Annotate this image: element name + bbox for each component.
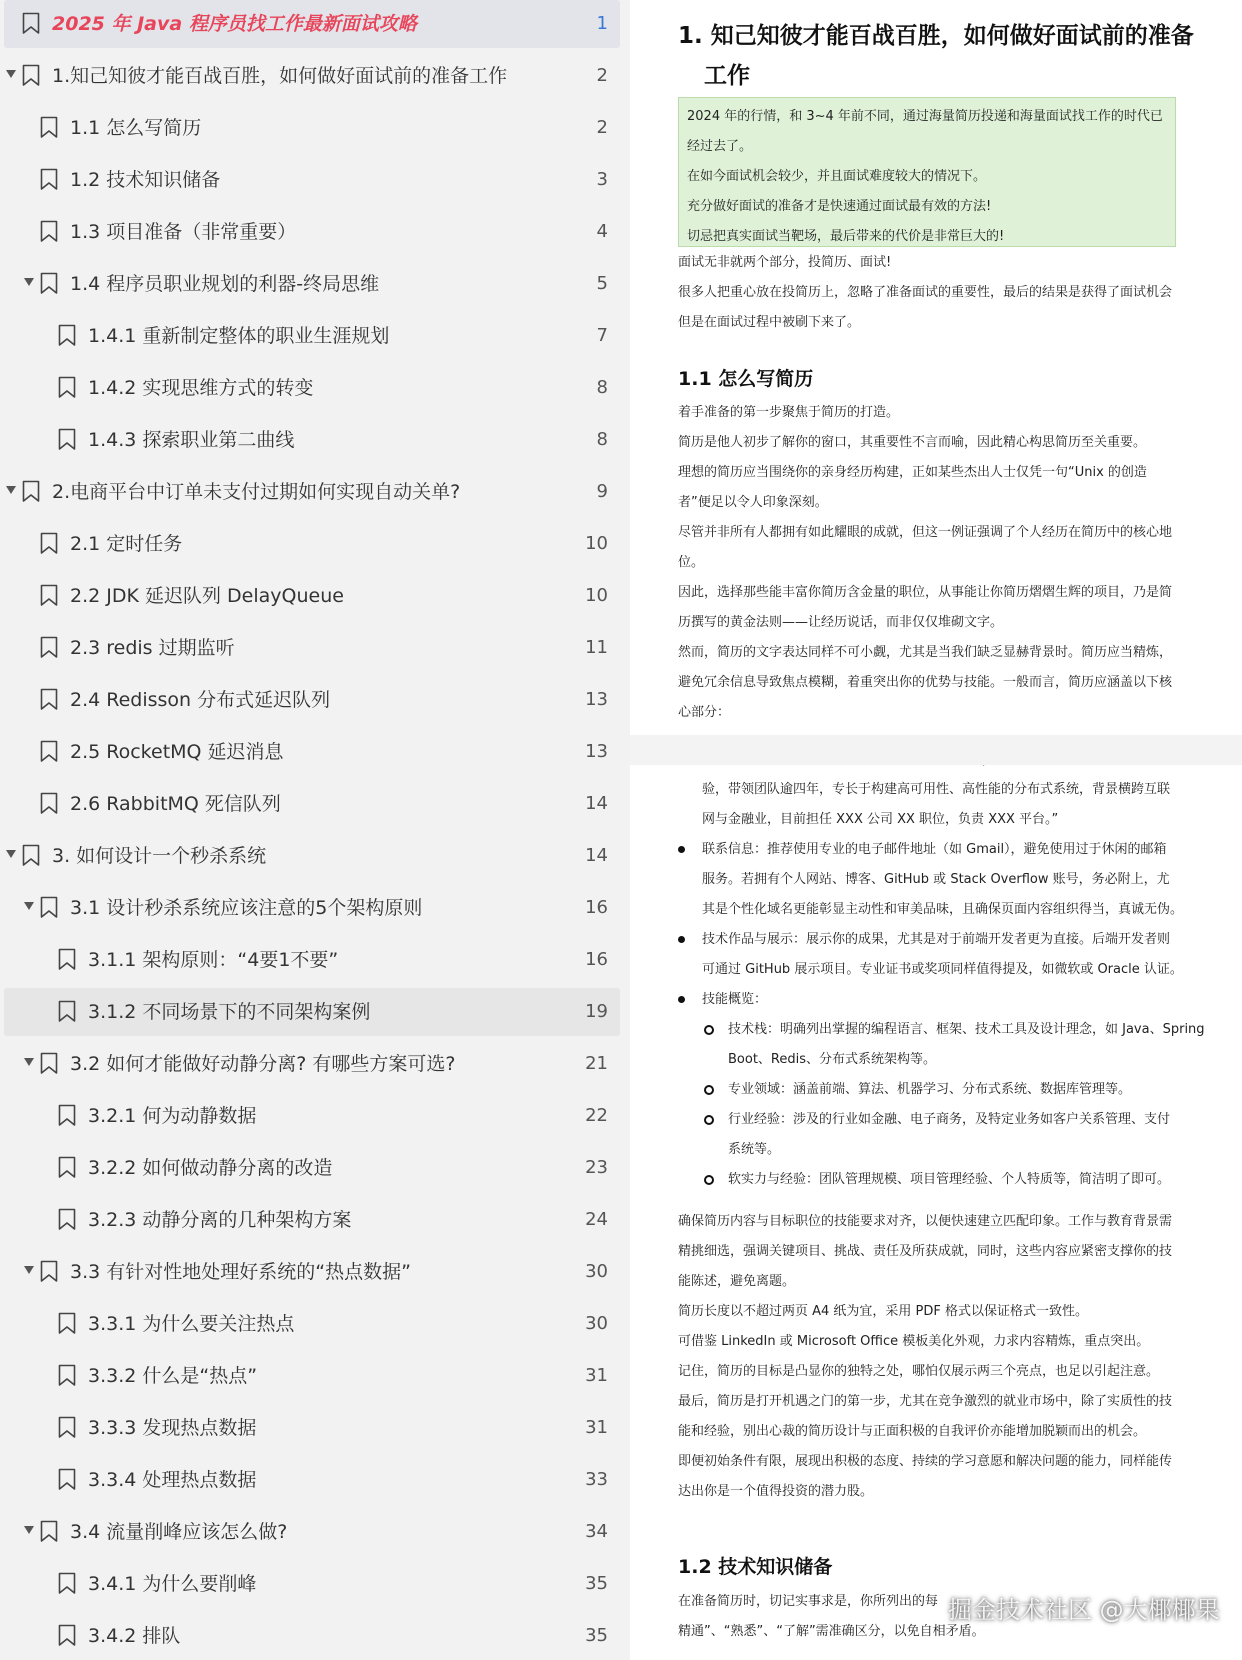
bookmark-item[interactable] [4,260,620,308]
bookmark-item[interactable] [4,416,620,464]
bookmark-page-number: 9 [596,481,608,502]
bookmark-page-number: 16 [585,949,608,970]
bookmark-icon [40,792,58,815]
sub-bullet-line: 专业领域：涵盖前端、算法、机器学习、分布式系统、数据库管理等。 [728,1082,1132,1097]
bookmark-icon [58,1416,76,1439]
bookmark-label: 2.1 定时任务 [70,533,183,555]
bookmark-label: 3. 如何设计一个秒杀系统 [52,845,267,867]
bookmark-page-number: 31 [585,1365,608,1386]
bookmark-item[interactable] [4,676,620,724]
bookmark-page-number: 35 [585,1625,608,1646]
bullet-line: 联系信息：推荐使用专业的电子邮件地址（如 Gmail），避免使用过于休闲的邮箱 [702,842,1167,857]
highlight-line: 2024 年的行情，和 3~4 年前不同，通过海量简历投递和海量面试找工作的时代已 [687,109,1163,124]
chapter-heading-line-2: 工作 [704,63,750,89]
bookmark-item[interactable] [4,780,620,828]
bookmark-item[interactable] [4,1508,620,1556]
highlight-box [678,97,1176,247]
highlight-line: 在如今面试机会较少，并且面试难度较大的情况下。 [687,169,987,184]
bookmark-page-number: 24 [585,1209,608,1230]
bookmark-label: 3.3 有针对性地处理好系统的“热点数据” [70,1261,411,1283]
bookmark-label: 1.4.2 实现思维方式的转变 [88,377,314,399]
resume-line: 位。 [678,555,705,570]
bookmark-page-number: 21 [585,1053,608,1074]
chevron-down-icon[interactable] [24,278,34,286]
bookmark-page-number: 3 [596,169,608,190]
resume-line: 者”便足以令人印象深刻。 [678,495,828,510]
bookmark-page-number: 13 [585,741,608,762]
bookmark-icon [40,1260,58,1283]
bookmark-label: 1.知己知彼才能百战百胜，如何做好面试前的准备工作 [52,65,508,87]
bookmark-label: 3.2 如何才能做好动静分离? 有哪些方案可选? [70,1053,456,1075]
bookmark-icon [58,1468,76,1491]
bookmark-label: 3.1.2 不同场景下的不同架构案例 [88,1001,371,1023]
bookmark-page-number: 13 [585,689,608,710]
bookmark-page-number: 30 [585,1313,608,1334]
sub-bullet-line: 系统等。 [728,1142,781,1157]
bullet-item [678,985,1198,1015]
bookmark-page-number: 14 [585,793,608,814]
bookmark-icon [58,324,76,347]
chevron-down-icon[interactable] [24,1266,34,1274]
bookmark-icon [22,480,40,503]
bookmark-label: 3.2.2 如何做动静分离的改造 [88,1157,333,1179]
resume-line: 尽管并非所有人都拥有如此耀眼的成就，但这一例证强调了个人经历在简历中的核心地 [678,525,1173,540]
bookmark-icon [40,168,58,191]
circle-bullet-icon [704,1085,714,1095]
bookmark-item[interactable] [4,572,620,620]
bookmark-icon [40,584,58,607]
bookmark-page-number: 16 [585,897,608,918]
bookmark-item[interactable] [4,1144,620,1192]
bookmark-icon [40,896,58,919]
bookmark-icon [58,1104,76,1127]
closing-line: 简历长度以不超过两页 A4 纸为宜，采用 PDF 格式以保证格式一致性。 [678,1304,1089,1319]
bookmark-label: 3.2.1 何为动静数据 [88,1105,257,1127]
bookmark-label: 3.4 流量削峰应该怎么做? [70,1521,288,1543]
bookmark-label: 3.1.1 架构原则：“4要1不要” [88,949,339,971]
bookmark-item[interactable] [4,1560,620,1608]
bookmark-page-number: 5 [596,273,608,294]
closing-line: 能陈述，避免离题。 [678,1274,796,1289]
bookmark-icon [40,688,58,711]
bookmark-item[interactable] [4,936,620,984]
bookmark-icon [22,844,40,867]
bookmark-label: 1.2 技术知识储备 [70,169,221,191]
bookmark-icon [40,532,58,555]
bookmark-page-number: 10 [585,585,608,606]
bookmark-icon [40,636,58,659]
bookmark-page-number: 23 [585,1157,608,1178]
resume-line: 理想的简历应当围绕你的亲身经历构建，正如某些杰出人士仅凭一句“Unix 的创造 [678,465,1147,480]
intro-line: 但是在面试过程中被刷下来了。 [678,315,861,330]
bookmark-icon [40,220,58,243]
intro-paragraph [678,248,1198,338]
sub-bullet-line: 软实力与经验：团队管理规模、项目管理经验、个人特质等，简洁明了即可。 [728,1172,1171,1187]
resume-closing-paragraph [678,1207,1198,1507]
bookmark-label: 2.电商平台中订单未支付过期如何实现自动关单? [52,481,461,503]
bookmark-icon [22,64,40,87]
document-page-2 [630,765,1242,1660]
bullet-line: 网与金融业，目前担任 XXX 公司 XX 职位，负责 XXX 平台。” [702,812,1059,827]
bookmark-page-number: 2 [596,117,608,138]
bookmark-label: 1.3 项目准备（非常重要） [70,221,297,243]
bookmark-label: 2025 年 Java 程序员找工作最新面试攻略 [52,13,417,35]
intro-line: 很多人把重心放在投简历上，忽略了准备面试的重要性，最后的结果是获得了面试机会 [678,285,1173,300]
tech-line: 在准备简历时，切记实事求是，你所列出的每 [678,1594,939,1609]
bookmark-label: 3.4.2 排队 [88,1625,181,1647]
document-view [630,0,1242,1660]
resume-line: 然而，简历的文字表达同样不可小觑，尤其是当我们缺乏显赫背景时。简历应当精炼， [678,645,1173,660]
bullet-item [678,835,1198,925]
bookmark-item[interactable] [4,884,620,932]
bookmark-item[interactable] [4,468,620,516]
bookmark-item[interactable] [4,1196,620,1244]
bookmark-item[interactable] [4,1248,620,1296]
bookmark-label: 2.3 redis 过期监听 [70,637,235,659]
bookmark-label: 1.1 怎么写简历 [70,117,202,139]
bookmark-icon [40,116,58,139]
bookmark-label: 3.2.3 动静分离的几种架构方案 [88,1209,352,1231]
closing-line: 最后，简历是打开机遇之门的第一步，尤其在竞争激烈的就业市场中，除了实质性的技 [678,1394,1173,1409]
bookmark-label: 1.4 程序员职业规划的利器-终局思维 [70,273,380,295]
bookmark-item[interactable] [4,1352,620,1400]
bookmark-icon [58,1000,76,1023]
bookmark-item[interactable] [4,624,620,672]
bookmark-page-number: 35 [585,1573,608,1594]
resume-line: 因此，选择那些能丰富你简历含金量的职位，从事能让你简历熠熠生辉的项目，乃是简 [678,585,1173,600]
bookmark-label: 1.4.1 重新制定整体的职业生涯规划 [88,325,390,347]
bookmark-page-number: 2 [596,65,608,86]
bookmark-page-number: 10 [585,533,608,554]
intro-line: 面试无非就两个部分，投简历、面试! [678,255,892,270]
bookmark-item[interactable] [4,1092,620,1140]
bullet-dot-icon [678,846,685,853]
bookmark-label: 1.4.3 探索职业第二曲线 [88,429,295,451]
section-heading-tech: 1.2 技术知识储备 [678,1556,833,1578]
bookmark-item[interactable] [4,1404,620,1452]
bullet-line: 技能概览： [702,992,768,1007]
bullet-dot-icon [678,936,685,943]
bookmark-item[interactable] [4,312,620,360]
bullet-line: 其是个性化域名更能彰显主动性和审美品味，且确保页面内容组织得当，真诚无伪。 [702,902,1184,917]
highlight-line: 充分做好面试的准备才是快速通过面试最有效的方法! [687,199,992,214]
resume-line: 着手准备的第一步聚焦于简历的打造。 [678,405,900,420]
resume-paragraph [678,398,1198,728]
sub-bullet-line: Boot、Redis、分布式系统架构等。 [728,1052,937,1067]
bookmark-icon [40,1052,58,1075]
resume-line: 简历是他人初步了解你的窗口，其重要性不言而喻，因此精心构思简历至关重要。 [678,435,1147,450]
bookmark-page-number: 7 [596,325,608,346]
bookmark-item[interactable] [4,832,620,880]
bookmark-item[interactable] [4,52,620,100]
chevron-down-icon[interactable] [6,850,16,858]
document-page-1 [630,0,1242,735]
bookmark-item[interactable] [4,1456,620,1504]
chapter-heading [678,16,1198,96]
bookmark-page-number: 11 [585,637,608,658]
chevron-down-icon[interactable] [6,70,16,78]
bookmark-label: 2.5 RocketMQ 延迟消息 [70,741,284,763]
sub-bullet-line: 行业经验：涉及的行业如金融、电子商务，及特定业务如客户关系管理、支付 [728,1112,1171,1127]
circle-bullet-icon [704,1175,714,1185]
bookmark-page-number: 4 [596,221,608,242]
bookmark-item[interactable] [4,104,620,152]
highlight-line: 切忌把真实面试当靶场，最后带来的代价是非常巨大的! [687,229,1005,244]
bookmark-label: 3.3.1 为什么要关注热点 [88,1313,295,1335]
bookmark-icon [40,740,58,763]
resume-line: 心部分： [678,705,731,720]
bookmark-icon [40,1520,58,1543]
bookmark-label: 2.2 JDK 延迟队列 DelayQueue [70,585,344,607]
bookmark-icon [58,1312,76,1335]
bookmark-page-number: 22 [585,1105,608,1126]
bookmark-item[interactable] [4,364,620,412]
bookmark-page-number: 8 [596,429,608,450]
bookmark-item[interactable] [4,728,620,776]
bullet-line: 验，带领团队逾四年，专长于构建高可用性、高性能的分布式系统，背景横跨互联 [702,782,1171,797]
bookmark-item[interactable] [4,988,620,1036]
chapter-heading-line-1: 1. 知己知彼才能百战百胜，如何做好面试前的准备 [678,23,1194,49]
bookmark-item[interactable] [4,0,620,48]
section-heading-resume: 1.1 怎么写简历 [678,368,814,390]
closing-line: 记住，简历的目标是凸显你的独特之处，哪怕仅展示两三个亮点，也足以引起注意。 [678,1364,1160,1379]
bookmark-icon [58,428,76,451]
resume-line: 历撰写的黄金法则——让经历说话，而非仅仅堆砌文字。 [678,615,1004,630]
circle-bullet-icon [704,1115,714,1125]
circle-bullet-icon [704,1025,714,1035]
bookmark-icon [58,948,76,971]
bookmark-label: 3.3.2 什么是“热点” [88,1365,258,1387]
page-gap [630,735,1242,765]
chevron-down-icon[interactable] [6,486,16,494]
bookmark-icon [58,1156,76,1179]
bookmark-icon [58,1624,76,1647]
tech-line: 精通”、“熟悉”、“了解”需准确区分，以免自相矛盾。 [678,1624,985,1639]
bullet-line: 服务。若拥有个人网站、博客、GitHub 或 Stack Overflow 账号，务必附上，尤 [702,872,1170,887]
bookmark-label: 3.4.1 为什么要削峰 [88,1573,257,1595]
bookmark-page-number: 34 [585,1521,608,1542]
closing-line: 可借鉴 LinkedIn 或 Microsoft Office 模板美化外观，力求内容精炼，重点突出。 [678,1334,1150,1349]
bookmark-label: 2.4 Redisson 分布式延迟队列 [70,689,331,711]
bookmark-page-number: 33 [585,1469,608,1490]
sub-bullet-line: 技术栈：明确列出掌握的编程语言、框架、技术工具及设计理念，如 Java、Spring [728,1022,1205,1037]
bookmark-page-number: 30 [585,1261,608,1282]
bookmark-item[interactable] [4,208,620,256]
chevron-down-icon[interactable] [24,1526,34,1534]
bullet-dot-icon [678,996,685,1003]
bookmark-item[interactable] [4,1300,620,1348]
bookmark-icon [40,272,58,295]
bookmark-icon [22,12,40,35]
bookmark-icon [58,1364,76,1387]
bookmark-page-number: 1 [596,13,608,34]
bookmark-icon [58,376,76,399]
highlight-line: 经过去了。 [687,139,753,154]
bookmark-page-number: 8 [596,377,608,398]
closing-line: 确保简历内容与目标职位的技能要求对齐，以便快速建立匹配印象。工作与教育背景需 [678,1214,1173,1229]
bookmark-item[interactable] [4,1612,620,1660]
bookmark-item[interactable] [4,1040,620,1088]
bookmark-item[interactable] [4,156,620,204]
bookmark-page-number: 14 [585,845,608,866]
bookmark-icon [58,1572,76,1595]
closing-line: 精挑细选，强调关键项目、挑战、责任及所获成就，同时，这些内容应紧密支撑你的技 [678,1244,1173,1259]
bullet-line: 可通过 GitHub 展示项目。专业证书或奖项同样值得提及，如微软或 Oracle 认证。 [702,962,1183,977]
bookmark-item[interactable] [4,520,620,568]
bullet-line: 技术作品与展示：展示你的成果，尤其是对于前端开发者更为直接。后端开发者则 [702,932,1171,947]
bookmark-label: 3.3.3 发现热点数据 [88,1417,257,1439]
bookmark-icon [58,1208,76,1231]
closing-line: 能和经验，别出心裁的简历设计与正面积极的自我评价亦能增加脱颖而出的机会。 [678,1424,1147,1439]
chevron-down-icon[interactable] [24,1058,34,1066]
bookmark-page-number: 19 [585,1001,608,1022]
bullet-item [678,925,1198,985]
watermark: 掘金技术社区 @大椰椰果 [948,1596,1220,1624]
bookmark-label: 2.6 RabbitMQ 死信队列 [70,793,281,815]
bookmark-label: 3.1 设计秒杀系统应该注意的5个架构原则 [70,897,423,919]
closing-line: 达出你是一个值得投资的潜力股。 [678,1484,874,1499]
chevron-down-icon[interactable] [24,902,34,910]
closing-line: 即便初始条件有限，展现出积极的态度、持续的学习意愿和解决问题的能力，同样能传 [678,1454,1173,1469]
resume-line: 避免冗余信息导致焦点模糊，着重突出你的优势与技能。一般而言，简历应涵盖以下核 [678,675,1173,690]
bookmark-page-number: 31 [585,1417,608,1438]
bookmark-label: 3.3.4 处理热点数据 [88,1469,257,1491]
